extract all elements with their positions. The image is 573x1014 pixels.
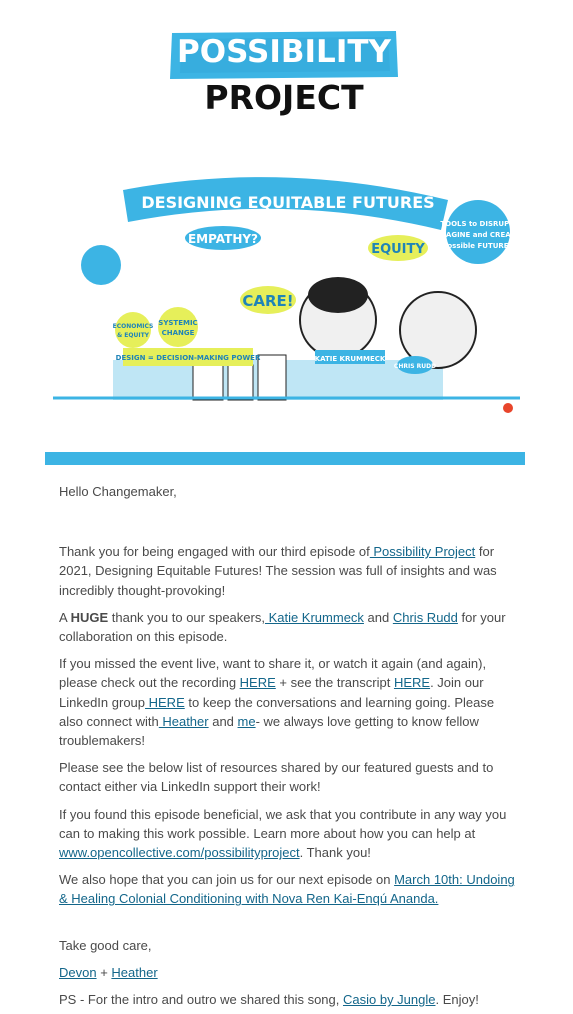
paragraph-thanks: Thank you for being engaged with our third episode of Possibility Project for 2021, Designing Equitable Futures! The session was full of insights and was incredibly thought-provoking! [59, 544, 497, 598]
svg-text:possible FUTURES: possible FUTURES [442, 242, 514, 250]
paragraph-recording: If you missed the event live, want to share it, or watch it again (and again), please check out the recording HERE + see the transcript HERE. Join our LinkedIn group HERE to keep the conversations and learning going. Please also connect with Heather and me- we always love getting to know fellow troublemakers! [59, 656, 495, 749]
label-economics: ECONOMICS [112, 323, 154, 330]
logo-title-line2: PROJECT [204, 78, 364, 117]
label-care: CARE! [242, 292, 294, 310]
link-linkedin-group[interactable]: HERE [145, 694, 185, 710]
postscript: PS - For the intro and outro we shared this song, Casio by Jungle. Enjoy! [59, 992, 479, 1008]
logo [0, 0, 573, 150]
label-person2: CHRIS RUDD [393, 363, 437, 370]
svg-text:IMAGINE and CREATE: IMAGINE and CREATE [436, 231, 520, 239]
link-devon[interactable]: Devon [59, 964, 97, 980]
link-recording[interactable]: HERE [239, 675, 276, 691]
link-opencollective[interactable]: www.opencollective.com/possibilityproject [59, 845, 300, 861]
link-possibility-project[interactable]: Possibility Project [369, 544, 476, 560]
hero-sketchnote-svg [53, 160, 520, 422]
link-chris-rudd[interactable]: Chris Rudd [392, 609, 458, 625]
hero-title: DESIGNING EQUITABLE FUTURES [141, 193, 435, 212]
link-transcript[interactable]: HERE [393, 675, 431, 691]
label-design: DESIGN = DECISION-MAKING POWER [115, 354, 261, 362]
section-divider [45, 452, 525, 465]
brand-mark-icon [503, 403, 513, 413]
link-heather-signature[interactable]: Heather [111, 964, 158, 980]
svg-text:CHANGE: CHANGE [161, 329, 195, 337]
email-body [59, 482, 519, 1009]
hero-illustration [53, 160, 520, 422]
logo-title-line1: POSSIBILITY [177, 34, 391, 70]
link-katie-krummeck[interactable]: Katie Krummeck [264, 609, 364, 625]
link-heather[interactable]: Heather [158, 713, 209, 729]
label-equity: EQUITY [371, 242, 425, 257]
signoff: Take good care, [59, 937, 152, 953]
label-person1: KATIE KRUMMECK [314, 355, 386, 363]
link-next-episode[interactable]: March 10th: Undoing & Healing Colonial Conditioning with Nova Ren Kai-Enqú Ananda. [59, 872, 515, 907]
label-empathy: EMPATHY? [187, 232, 259, 246]
paragraph-next-episode: We also hope that you can join us for our next episode on March 10th: Undoing & Healing Colonial Conditioning with Nova Ren Kai-Enqú Ananda. [59, 872, 515, 907]
paragraph-contribute: If you found this episode beneficial, we ask that you contribute in any way you can to making this work possible. Learn more about how you can help at www.opencollective.com/possibilityproject. Thank you! [59, 806, 507, 861]
greeting: Hello Changemaker, [59, 484, 177, 499]
paragraph-resources: Please see the below list of resources shared by our featured guests and to contact either via LinkedIn support their work! [59, 760, 494, 795]
link-casio-by-jungle[interactable]: Casio by Jungle [342, 992, 436, 1008]
paragraph-speakers: A HUGE thank you to our speakers, Katie Krummeck and Chris Rudd for your collaboration on this episode. [59, 609, 506, 645]
label-tools: TOOLS to DISRUPT, [440, 220, 516, 228]
signature: Devon + Heather [59, 964, 158, 980]
link-me[interactable]: me [237, 713, 256, 729]
label-systemic: SYSTEMIC [158, 319, 198, 327]
svg-text:& EQUITY: & EQUITY [116, 332, 150, 339]
